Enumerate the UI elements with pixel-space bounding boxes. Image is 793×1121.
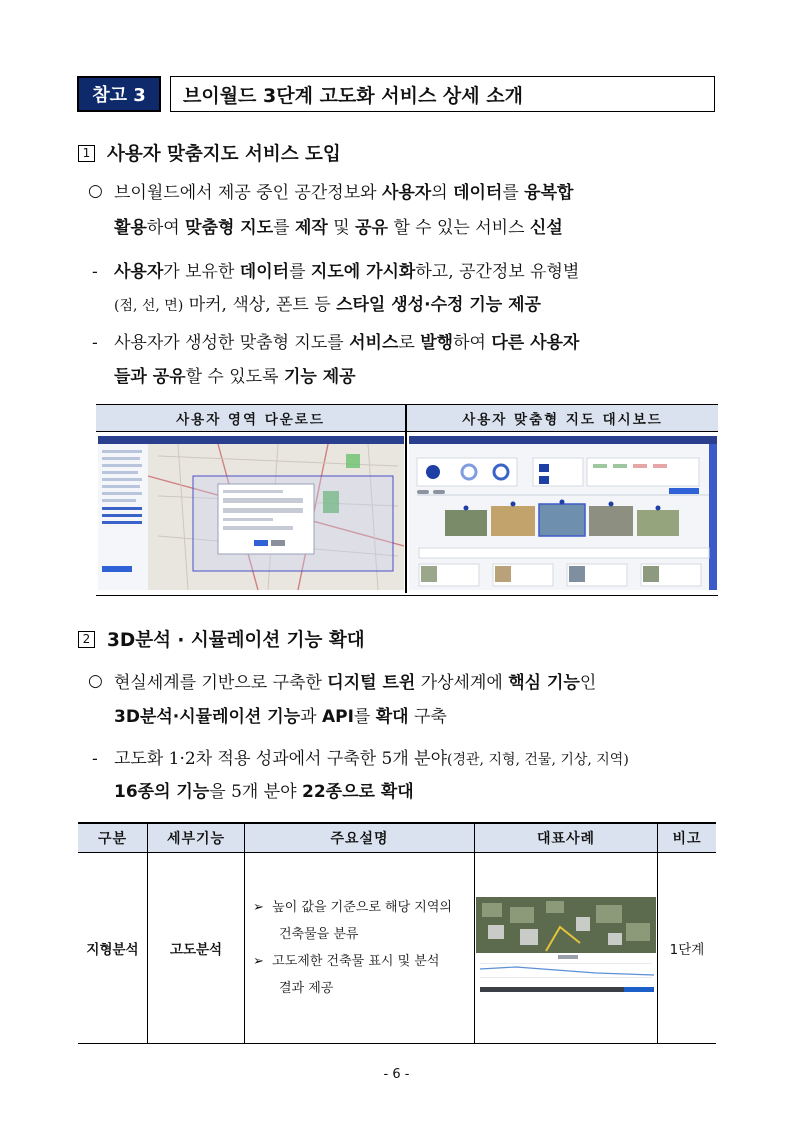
bold-run: 공유 (355, 218, 388, 238)
bold-run: 들과 공유 (114, 367, 186, 387)
text-run: 구축 (408, 707, 447, 727)
bold-run: 사용자 (381, 183, 432, 203)
header-example: 대표사례 (475, 824, 658, 852)
bold-run: 활용 (114, 218, 147, 238)
bold-run: 융복합 (524, 183, 574, 203)
bold-run: 제작 (294, 218, 328, 238)
arrow-bullet-icon: ➢ (253, 954, 264, 969)
s2-p2-line1 (114, 742, 629, 778)
text-run: 하고, 공간정보 유형별 (415, 262, 580, 282)
s2-p1-line1 (114, 666, 596, 701)
bold-run: 신설 (529, 218, 563, 238)
bold-run: 서비스 (349, 333, 399, 353)
section-1-heading (78, 140, 341, 166)
desc-1b: 건축물을 분류 (279, 927, 359, 942)
bold-run: 확대 (375, 707, 409, 727)
dash-bullet: - (92, 749, 98, 769)
circle-bullet: ○ (88, 671, 103, 691)
text-run: 및 (327, 218, 356, 238)
header-description: 주요설명 (245, 824, 475, 852)
row-function: 고도분석 (148, 853, 245, 1043)
section-2-number: 2 (78, 631, 95, 648)
section-2-title: 3D분석 · 시뮬레이션 기능 확대 (107, 630, 365, 651)
screenshot-right-title: 사용자 맞춤형 지도 대시보드 (407, 405, 718, 432)
circle-bullet: ○ (88, 181, 103, 201)
bold-run: 3D분석·시뮬레이션 기능 (114, 707, 301, 727)
bold-run: 기능 제공 (283, 367, 356, 387)
text-run: 가상세계에 (415, 673, 509, 693)
s2-p2-line2 (114, 775, 414, 810)
page-number: - 6 - (383, 1067, 410, 1082)
text-run: 할 수 있는 서비스 (387, 218, 530, 238)
bold-run: 다른 사용자 (491, 333, 580, 353)
section-2-heading (78, 626, 365, 652)
text-run: 를 (502, 183, 525, 203)
bold-run: 발행 (420, 333, 454, 353)
page-title: 브이월드 3단계 고도화 서비스 상세 소개 (170, 76, 715, 112)
altitude-analysis-example (476, 897, 656, 999)
text-run: 하여 (453, 333, 492, 353)
desc-1a: 높이 값을 기준으로 해당 지역의 (272, 900, 452, 915)
text-run: 인 (579, 673, 597, 693)
desc-2b: 결과 제공 (279, 981, 334, 996)
table-header-row (78, 824, 716, 852)
table-bottom-rule (78, 1043, 716, 1044)
arrow-bullet-icon: ➢ (253, 900, 264, 915)
s1-p2-line2 (114, 288, 541, 324)
s1-p2-line1 (114, 255, 579, 290)
text-run: 를 (273, 218, 295, 238)
table-row (78, 853, 716, 1043)
text-run: 를 (289, 262, 311, 282)
text-run: 가 보유한 (163, 262, 240, 282)
s1-p1-line1 (114, 176, 573, 211)
custom-map-dashboard-screenshot (409, 436, 717, 590)
s1-p3-line1 (114, 326, 579, 361)
text-run: 사용자가 생성한 맞춤형 지도를 (114, 333, 350, 353)
row-description (245, 853, 475, 1043)
bold-run: 데이터 (239, 262, 290, 282)
desc-2a: 고도제한 건축물 표시 및 분석 (272, 954, 440, 969)
text-run: 의 (431, 183, 454, 203)
row-remark: 1단계 (669, 942, 705, 958)
s1-p3-line2 (114, 360, 356, 395)
dash-bullet: - (92, 333, 98, 353)
user-area-download-screenshot (98, 436, 404, 590)
header-remark: 비고 (658, 824, 716, 852)
dash-bullet: - (92, 262, 98, 282)
text-run: 할 수 있도록 (185, 367, 284, 387)
text-run: 를 (353, 707, 376, 727)
map-screenshot-left (98, 436, 404, 590)
bold-run: 디지털 트윈 (327, 673, 416, 693)
s2-p1-line2 (114, 700, 447, 735)
bold-run: API (321, 707, 354, 727)
header-category: 구분 (78, 824, 148, 852)
bold-run: 22종으로 확대 (301, 782, 414, 802)
text-run: 로 (398, 333, 421, 353)
screenshot-table (96, 404, 718, 596)
header-function: 세부기능 (148, 824, 245, 852)
text-run: 을 5개 분야 (209, 782, 302, 802)
column-divider (405, 405, 407, 593)
bold-run: 맞춤형 지도 (185, 218, 274, 238)
bold-run: 스타일 생성·수정 기능 제공 (336, 295, 541, 315)
text-run: 과 (300, 707, 322, 727)
dashboard-screenshot-right (409, 436, 717, 590)
s2-p2-small: (경관, 지형, 건물, 기상, 지역) (447, 752, 629, 768)
section-1-title: 사용자 맞춤지도 서비스 도입 (107, 144, 341, 165)
section-1-number: 1 (78, 145, 95, 162)
bold-run: 핵심 기능 (508, 673, 580, 693)
s1-p1-line2 (114, 211, 563, 246)
bold-run: 데이터 (453, 183, 503, 203)
s1-p2-line2-runs (183, 295, 541, 315)
row-example-image (475, 853, 658, 1043)
row-category: 지형분석 (78, 853, 148, 1043)
screenshot-left-title: 사용자 영역 다운로드 (96, 405, 405, 432)
bold-run: 지도에 가시화 (310, 262, 416, 282)
text-run: 마커, 색상, 폰트 등 (183, 295, 337, 315)
text-run: 현실세계를 기반으로 구축한 (114, 673, 328, 693)
s2-p2-main: 고도화 1·2차 적용 성과에서 구축한 5개 분야 (114, 749, 448, 769)
bold-run: 16종의 기능 (114, 782, 210, 802)
s1-p2-small: (점, 선, 면) (114, 298, 184, 314)
reference-tag: 참고 3 (77, 76, 161, 112)
text-run: 브이월드에서 제공 중인 공간정보와 (114, 183, 382, 203)
bold-run: 사용자 (114, 262, 164, 282)
text-run: 하여 (146, 218, 186, 238)
